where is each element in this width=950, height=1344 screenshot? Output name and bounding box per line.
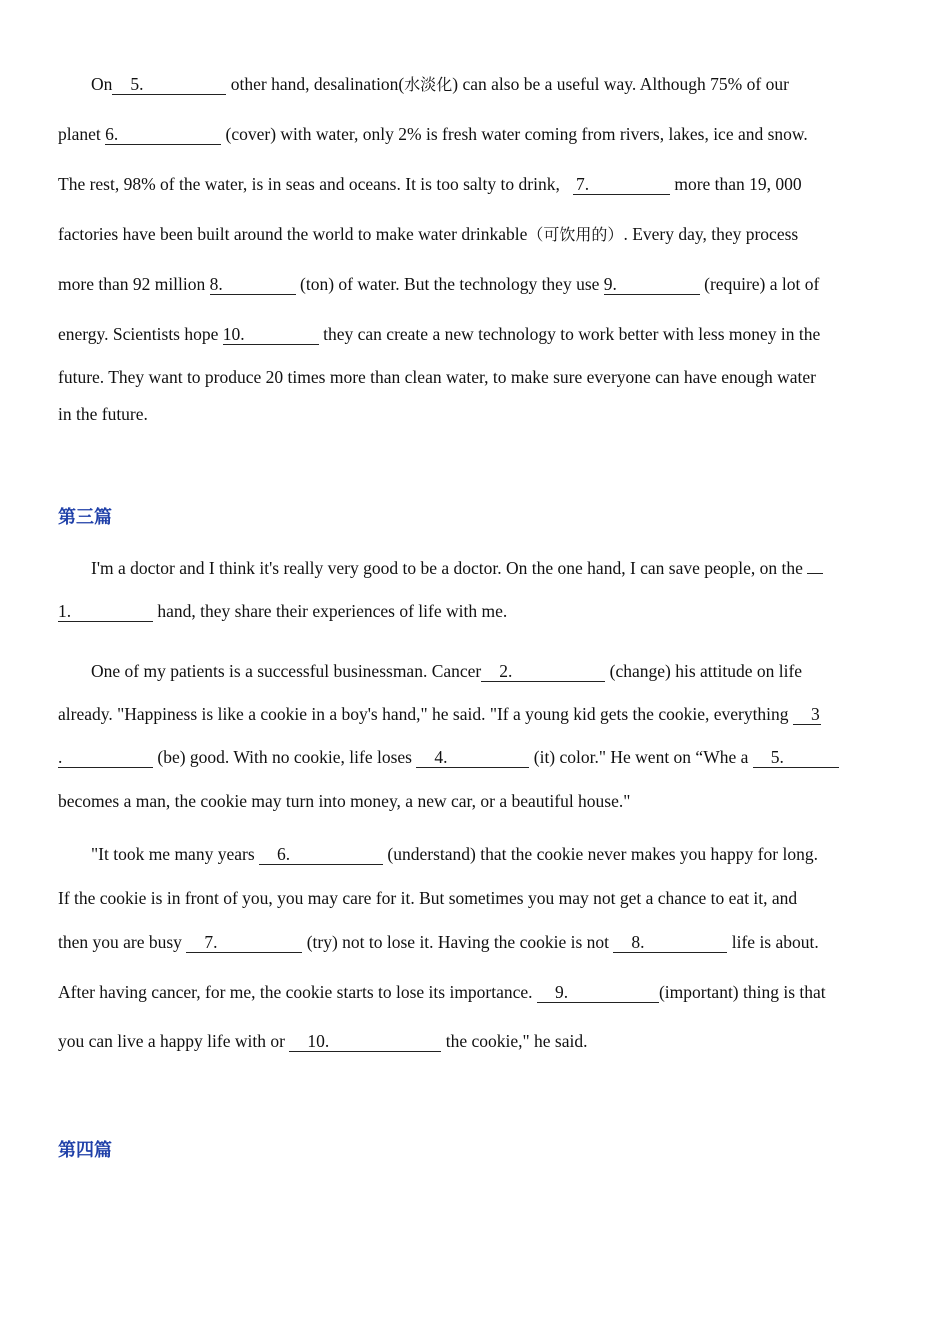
p3-line-2: 1. hand, they share their experiences of life with me. <box>58 601 508 621</box>
blank-6[interactable]: 6. <box>259 844 383 865</box>
p2-line-1: On 5. other hand, desalination(水淡化) can also be a useful way. Although 75% of our <box>91 74 789 94</box>
p3-line-8: If the cookie is in front of you, you may care for it. But sometimes you may not get a chance to eat it, and <box>58 888 798 908</box>
blank-10[interactable]: 10. <box>223 324 319 345</box>
blank-9[interactable]: 9. <box>537 982 659 1003</box>
blank-10[interactable]: 10. <box>289 1031 441 1052</box>
p2-line-6: energy. Scientists hope 10. they can create a new technology to work better with less money in the <box>58 324 821 344</box>
blank-6[interactable]: 6. <box>105 124 221 145</box>
p2-line-5: more than 92 million 8. (ton) of water. But the technology they use 9. (require) a lot of <box>58 274 820 294</box>
blank-8[interactable]: 8. <box>210 274 296 295</box>
blank-5[interactable]: 5. <box>112 74 226 95</box>
p3-line-9: then you are busy 7. (try) not to lose it. Having the cookie is not 8. life is about. <box>58 932 819 952</box>
p3-line-1: I'm a doctor and I think it's really very good to be a doctor. On the one hand, I can save people, on the <box>91 556 892 580</box>
p3-line-11: you can live a happy life with or 10. the cookie," he said. <box>58 1031 588 1051</box>
blank-9[interactable]: 9. <box>604 274 700 295</box>
blank-3-start[interactable]: 3 <box>793 704 821 725</box>
p3-line-4: already. "Happiness is like a cookie in a boy's hand," he said. "If a young kid gets the cookie, everything 3 <box>58 704 820 724</box>
p2-line-7: future. They want to produce 20 times more than clean water, to make sure everyone can have enough water <box>58 367 816 387</box>
p3-line-10: After having cancer, for me, the cookie starts to lose its importance. 9. (important) thing is that <box>58 982 826 1002</box>
p3-line-7: "It took me many years 6. (understand) that the cookie never makes you happy for long. <box>91 844 818 864</box>
blank-5[interactable]: 5. <box>753 747 839 768</box>
blank-4[interactable]: 4. <box>416 747 529 768</box>
blank-1[interactable]: 1. <box>58 601 153 622</box>
blank-7[interactable]: 7. <box>573 174 670 195</box>
blank-3[interactable]: . <box>58 747 153 768</box>
blank-8[interactable]: 8. <box>613 932 727 953</box>
blank-7[interactable]: 7. <box>186 932 302 953</box>
p2-line-8: in the future. <box>58 404 148 424</box>
p3-line-6: becomes a man, the cookie may turn into money, a new car, or a beautiful house." <box>58 791 631 811</box>
blank-1-start[interactable] <box>807 573 823 574</box>
section-heading-3: 第三篇 <box>58 507 112 528</box>
p3-line-3: One of my patients is a successful businessman. Cancer 2. (change) his attitude on life <box>91 661 803 681</box>
section-heading-4: 第四篇 <box>58 1140 112 1161</box>
p2-line-2: planet 6. (cover) with water, only 2% is fresh water coming from rivers, lakes, ice and snow. <box>58 124 808 144</box>
p2-line-4: factories have been built around the world to make water drinkable（可饮用的）. Every day, they process <box>58 224 799 244</box>
p2-line-3: The rest, 98% of the water, is in seas and oceans. It is too salty to drink, 7. more than 19, 000 <box>58 174 802 194</box>
blank-2[interactable]: 2. <box>481 661 605 682</box>
p3-line-5: . (be) good. With no cookie, life loses 4. (it) color." He went on “Whe a 5. <box>58 745 892 769</box>
